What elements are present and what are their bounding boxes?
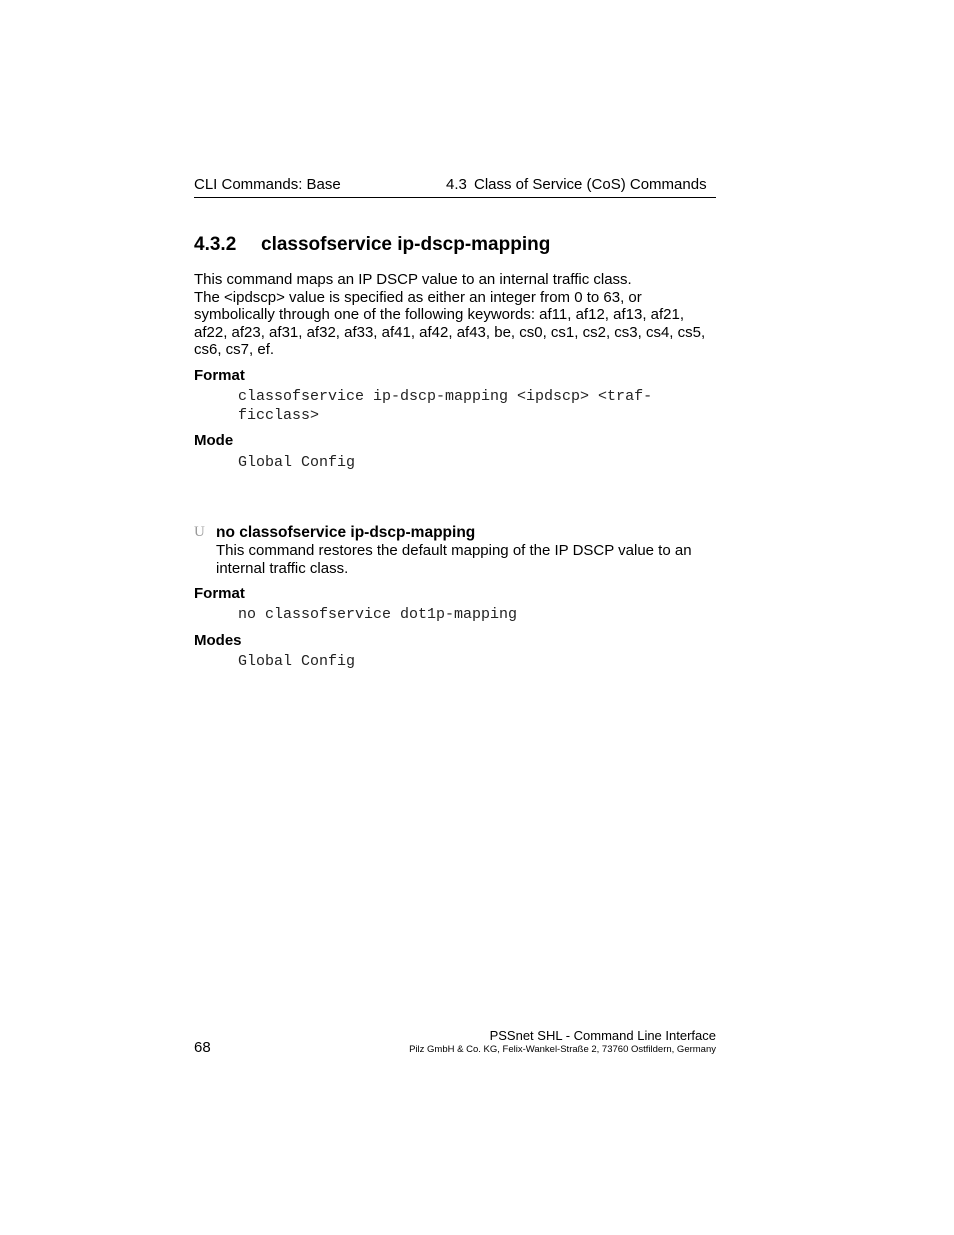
modes-label: Modes: [194, 632, 242, 649]
page-number: 68: [194, 1039, 211, 1056]
format-label: Format: [194, 367, 245, 384]
section-number: 4.3.2: [194, 234, 237, 255]
section-heading: [194, 234, 550, 256]
section-title: classofservice ip-dscp-mapping: [261, 234, 551, 255]
running-header-chapter: CLI Commands: Base: [194, 176, 341, 193]
footer-document-title: PSSnet SHL - Command Line Interface: [489, 1028, 716, 1043]
subsection-title: no classofservice ip-dscp-mapping: [216, 524, 476, 541]
footer-company-address: Pilz GmbH & Co. KG, Felix-Wankel-Straße 2, 73760 Ostfildern, Germany: [409, 1044, 716, 1055]
description-line: This command restores the default mapping of the IP DSCP value to an: [216, 542, 692, 559]
description-line: af22, af23, af31, af32, af33, af41, af42, af43, be, cs0, cs1, cs2, cs3, cs4, cs5,: [194, 323, 706, 341]
mode-value: Global Config: [238, 454, 356, 471]
format-label: Format: [194, 585, 245, 602]
description-line: The <ipdscp> value is specified as either an integer from 0 to 63, or: [194, 288, 642, 306]
running-header-section-title: Class of Service (CoS) Commands: [474, 176, 707, 193]
format-syntax-line: ficclass>: [238, 407, 320, 424]
header-rule: [194, 197, 716, 198]
section-description: [194, 271, 705, 359]
format-syntax: no classofservice dot1p-mapping: [238, 606, 518, 623]
description-line: internal traffic class.: [216, 559, 349, 577]
mode-label: Mode: [194, 432, 234, 449]
description-line: This command maps an IP DSCP value to an internal traffic class.: [194, 271, 632, 288]
description-line: symbolically through one of the following keywords: af11, af12, af13, af21,: [194, 306, 685, 324]
running-header-section-number: 4.3: [446, 176, 467, 193]
description-line: cs6, cs7, ef.: [194, 341, 275, 359]
subsection-description: [216, 542, 692, 577]
modes-value: Global Config: [238, 653, 356, 670]
subsection-marker: U: [194, 524, 205, 540]
format-syntax-line: classofservice ip-dscp-mapping <ipdscp> <traf-: [238, 388, 653, 405]
format-syntax: [238, 387, 652, 425]
